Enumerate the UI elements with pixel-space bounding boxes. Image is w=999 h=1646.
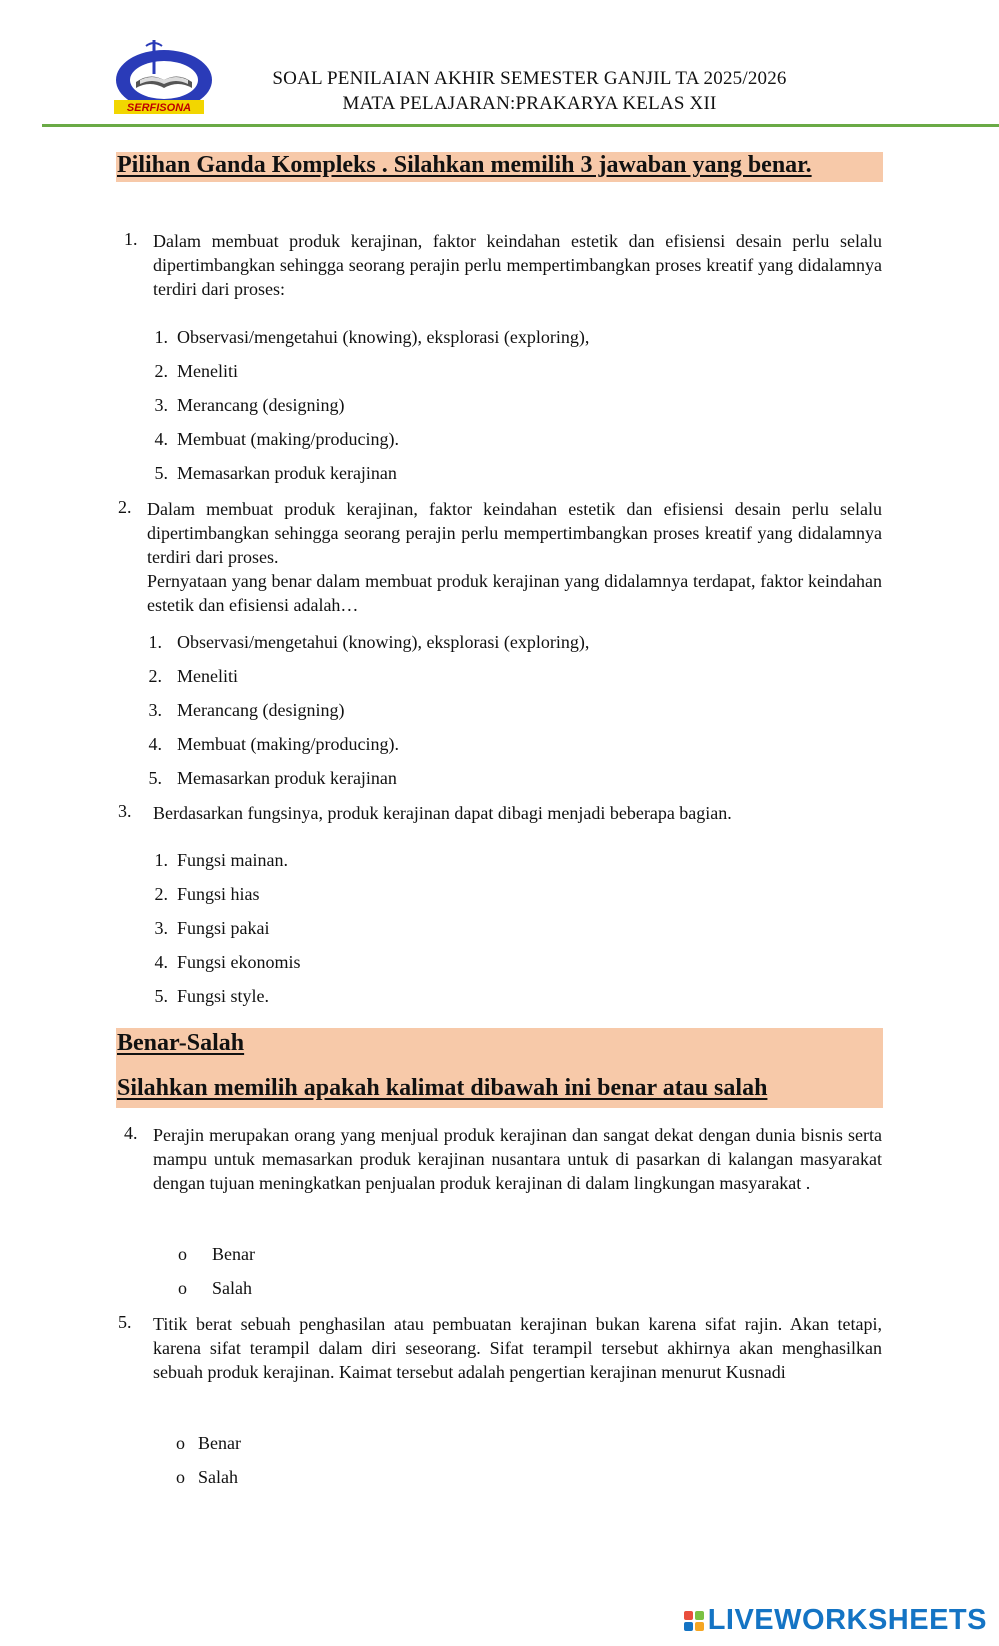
q2-text bbox=[147, 497, 882, 617]
q1-opt4-num: 4. bbox=[154, 429, 168, 449]
q3-opt1-num: 1. bbox=[154, 850, 168, 870]
q2-option-4[interactable]: Membuat (making/producing). bbox=[177, 734, 399, 754]
q2-text-part1: Dalam membuat produk kerajinan, faktor keindahan estetik dan efisiensi desain perlu selalu dipertimbangkan sehingga seorang perajin perlu mempertimbangkan proses kreatif yang didalamnya terdiri dari proses. bbox=[147, 499, 882, 567]
q2-option-3[interactable]: Merancang (designing) bbox=[177, 700, 345, 720]
liveworksheets-logo-icon bbox=[684, 1611, 704, 1631]
q2-opt4-num: 4. bbox=[148, 734, 162, 754]
q1-option-1[interactable]: Observasi/mengetahui (knowing), eksplorasi (exploring), bbox=[177, 327, 590, 347]
q3-option-3[interactable]: Fungsi pakai bbox=[177, 918, 270, 938]
q2-opt3-num: 3. bbox=[148, 700, 162, 720]
q2-text-part2: Pernyataan yang benar dalam membuat produk kerajinan yang didalamnya terdapat, faktor keindahan estetik dan efisiensi adalah… bbox=[147, 571, 882, 615]
q5-number: 5. bbox=[118, 1312, 132, 1332]
header-divider bbox=[42, 124, 999, 127]
q2-option-5[interactable]: Memasarkan produk kerajinan bbox=[177, 768, 397, 788]
q4-number: 4. bbox=[124, 1123, 138, 1143]
svg-text:SERFISONA: SERFISONA bbox=[126, 102, 192, 114]
liveworksheets-brand[interactable] bbox=[684, 1604, 987, 1637]
q3-opt5-num: 5. bbox=[154, 986, 168, 1006]
q2-number: 2. bbox=[118, 497, 132, 517]
q4-option-benar[interactable]: Benar bbox=[212, 1244, 255, 1264]
q3-option-1[interactable]: Fungsi mainan. bbox=[177, 850, 288, 870]
q1-opt2-num: 2. bbox=[154, 361, 168, 381]
q3-opt2-num: 2. bbox=[154, 884, 168, 904]
q3-text: Berdasarkan fungsinya, produk kerajinan dapat dibagi menjadi beberapa bagian. bbox=[153, 803, 732, 823]
q2-opt2-num: 2. bbox=[148, 666, 162, 686]
q5-text: Titik berat sebuah penghasilan atau pembuatan kerajinan bukan karena sifat rajin. Akan tetapi, karena sifat terampil dalam diri seseorang. Sifat terampil tersebut akhirnya akan menghasilkan sebuah produk kerajinan. Kaimat tersebut adalah pengertian kerajinan menurut Kusnadi bbox=[153, 1314, 882, 1382]
q1-option-4[interactable]: Membuat (making/producing). bbox=[177, 429, 399, 449]
q2-option-1[interactable]: Observasi/mengetahui (knowing), eksplorasi (exploring), bbox=[177, 632, 590, 652]
q2-opt5-num: 5. bbox=[148, 768, 162, 788]
q5-opt1-bullet: o bbox=[176, 1433, 185, 1453]
q1-option-5[interactable]: Memasarkan produk kerajinan bbox=[177, 463, 397, 483]
header-title-line1: SOAL PENILAIAN AKHIR SEMESTER GANJIL TA 2025/2026 bbox=[272, 68, 787, 89]
q4-text: Perajin merupakan orang yang menjual produk kerajinan dan sangat dekat dengan dunia bisnis serta mampu untuk memasarkan produk kerajinan nusantara untuk di pasarkan di kalangan masyarakat dengan tujuan meningkatkan penjualan produk kerajinan di dalam lingkungan masyarakat . bbox=[153, 1125, 882, 1193]
q1-option-2[interactable]: Meneliti bbox=[177, 361, 238, 381]
q1-opt1-num: 1. bbox=[154, 327, 168, 347]
q5-opt2-bullet: o bbox=[176, 1467, 185, 1487]
section2-title: Benar-Salah bbox=[117, 1030, 245, 1056]
q3-number: 3. bbox=[118, 801, 132, 821]
q1-opt3-num: 3. bbox=[154, 395, 168, 415]
q5-option-benar[interactable]: Benar bbox=[198, 1433, 241, 1453]
q1-opt5-num: 5. bbox=[154, 463, 168, 483]
q4-option-salah[interactable]: Salah bbox=[212, 1278, 252, 1298]
q1-option-3[interactable]: Merancang (designing) bbox=[177, 395, 345, 415]
q1-text: Dalam membuat produk kerajinan, faktor keindahan estetik dan efisiensi desain perlu selalu dipertimbangkan sehingga seorang perajin perlu mempertimbangkan proses kreatif yang didalamnya terdiri dari proses: bbox=[153, 231, 882, 299]
q3-opt4-num: 4. bbox=[154, 952, 168, 972]
q3-opt3-num: 3. bbox=[154, 918, 168, 938]
q4-opt2-bullet: o bbox=[178, 1278, 187, 1298]
q4-opt1-bullet: o bbox=[178, 1244, 187, 1264]
q1-number: 1. bbox=[124, 229, 138, 249]
q2-opt1-num: 1. bbox=[148, 632, 162, 652]
q3-option-4[interactable]: Fungsi ekonomis bbox=[177, 952, 301, 972]
q2-option-2[interactable]: Meneliti bbox=[177, 666, 238, 686]
header-title-line2: MATA PELAJARAN:PRAKARYA KELAS XII bbox=[342, 93, 717, 114]
q5-option-salah[interactable]: Salah bbox=[198, 1467, 238, 1487]
section1-title: Pilihan Ganda Kompleks . Silahkan memilih 3 jawaban yang benar. bbox=[117, 152, 812, 178]
section2-instruction: Silahkan memilih apakah kalimat dibawah ini benar atau salah bbox=[117, 1075, 768, 1101]
q3-option-5[interactable]: Fungsi style. bbox=[177, 986, 270, 1006]
q3-option-2[interactable]: Fungsi hias bbox=[177, 884, 260, 904]
liveworksheets-wordmark: LIVEWORKSHEETS bbox=[707, 1604, 987, 1636]
